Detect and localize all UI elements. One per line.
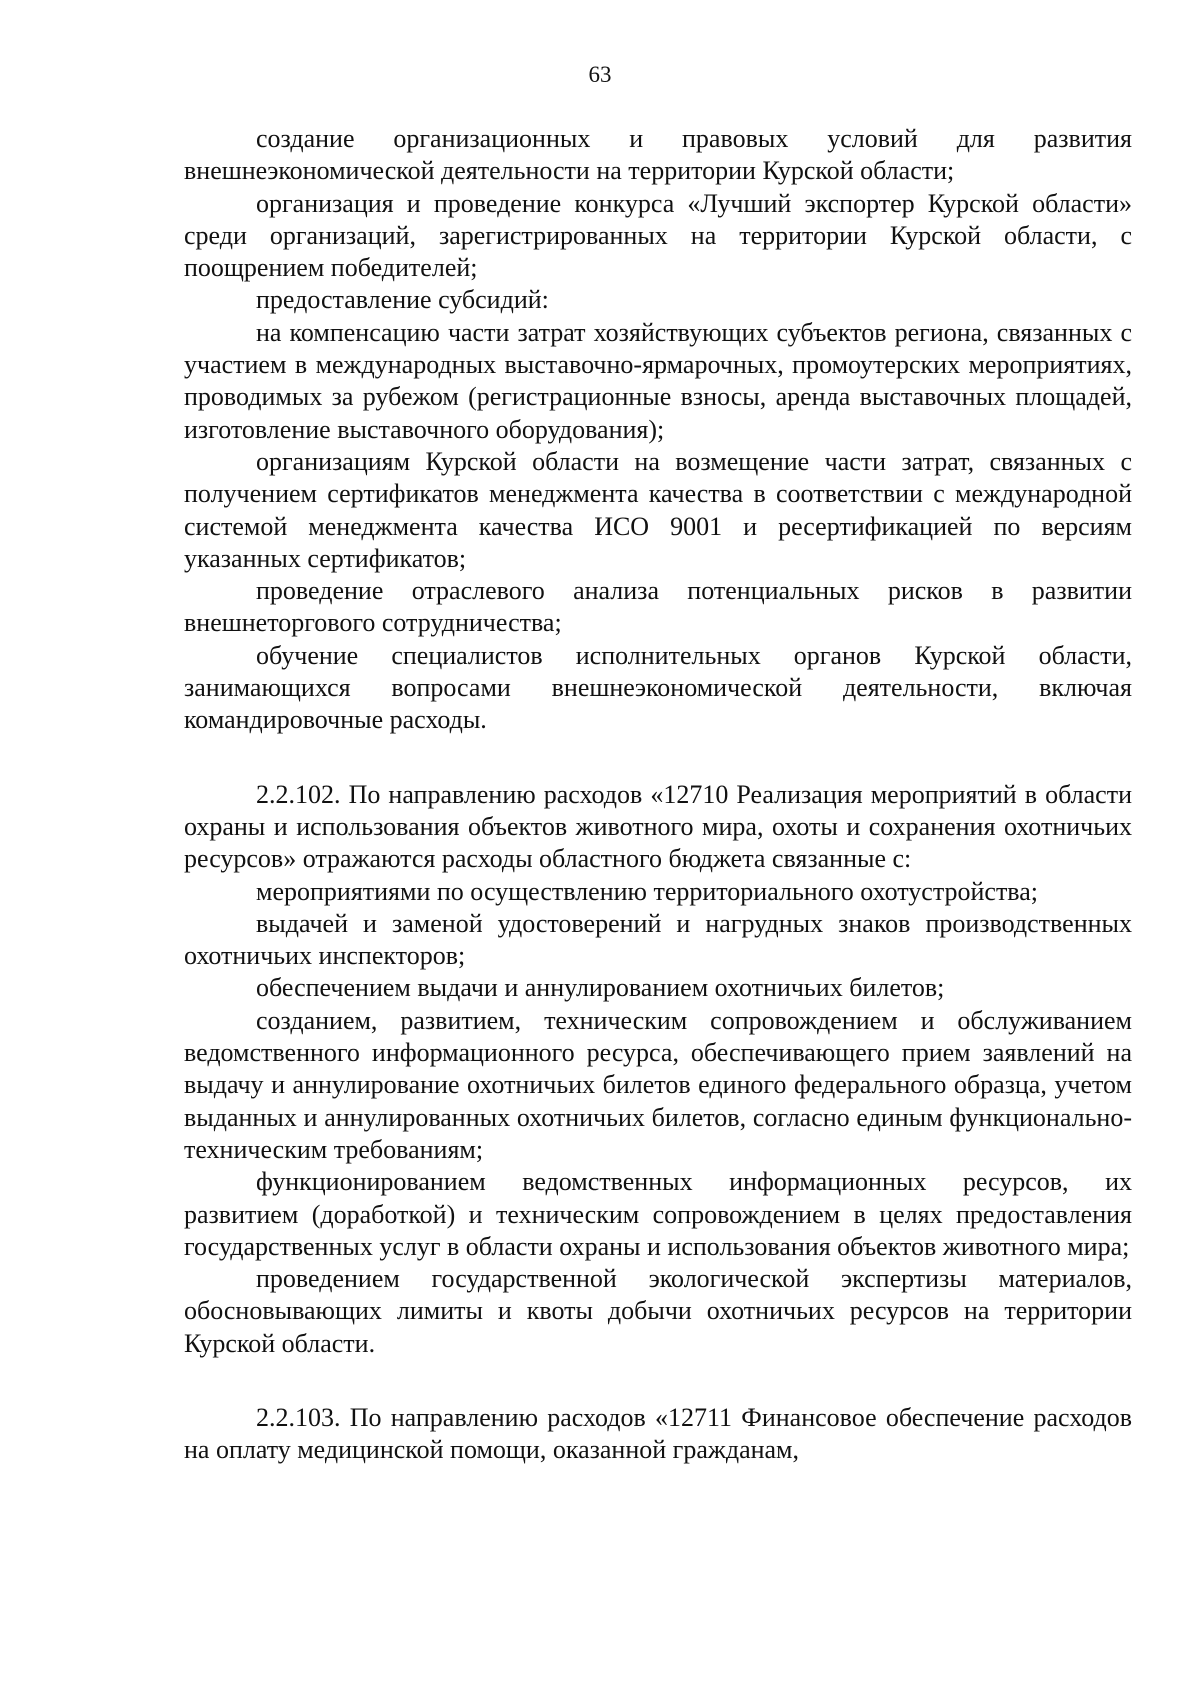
paragraph: обеспечением выдачи и аннулированием охотничьих билетов; — [256, 973, 945, 1003]
paragraph: мероприятиями по осуществлению территориального охотустройства; — [256, 876, 1039, 906]
section-heading-paragraph: 2.2.102. По направлению расходов «12710 Реализация мероприятий в области охраны и использования объектов животного мира, охоты и сохранения охотничьих ресурсов» отражаются расходы областного бюджета связанные с: — [184, 779, 1132, 874]
paragraph: на компенсацию части затрат хозяйствующих субъектов региона, связанных с участием в международных выставочно-ярмарочных, промоутерских мероприятиях, проводимых за рубежом (регистрационные взносы, аренда выставочных площадей, изготовление выставочного оборудования); — [184, 317, 1132, 444]
paragraph: организация и проведение конкурса «Лучший экспортер Курской области» среди организаций, зарегистрированных на территории Курской области, с поощрением победителей; — [184, 188, 1132, 283]
section-heading-paragraph: 2.2.103. По направлению расходов «12711 Финансовое обеспечение расходов на оплату медицинской помощи, оказанной гражданам, — [184, 1402, 1132, 1465]
paragraph: проведением государственной экологической экспертизы материалов, обосновывающих лимиты и квоты добычи охотничьих ресурсов на территории Курской области. — [184, 1264, 1132, 1358]
paragraph: функционированием ведомственных информационных ресурсов, их развитием (доработкой) и техническим сопровождением в целях предоставления государственных услуг в области охраны и использования объектов животного мира; — [184, 1167, 1132, 1261]
paragraph: предоставление субсидий: — [256, 285, 549, 315]
paragraph: создание организационных и правовых условий для развития внешнеэкономической деятельности на территории Курской области; — [184, 124, 1132, 186]
paragraph: созданием, развитием, техническим сопровождением и обслуживанием ведомственного информационного ресурса, обеспечивающего прием заявлений на выдачу и аннулирование охотничьих билетов единого федерального образца, учетом выданных и аннулированных охотничьих билетов, согласно единым функционально-техническим требованиям; — [184, 1005, 1132, 1164]
page-number: 63 — [588, 62, 612, 87]
document-body — [184, 123, 1132, 1467]
paragraph: выдачей и заменой удостоверений и нагрудных знаков производственных охотничьих инспекторов; — [184, 908, 1132, 971]
paragraph: обучение специалистов исполнительных органов Курской области, занимающихся вопросами внешнеэкономической деятельности, включая командировочные расходы. — [184, 640, 1132, 735]
paragraph: организациям Курской области на возмещение части затрат, связанных с получением сертификатов менеджмента качества в соответствии с международной системой менеджмента качества ИСО 9001 и ресертификацией по версиям указанных сертификатов; — [184, 446, 1132, 573]
paragraph: проведение отраслевого анализа потенциальных рисков в развитии внешнеторгового сотрудничества; — [184, 576, 1132, 638]
